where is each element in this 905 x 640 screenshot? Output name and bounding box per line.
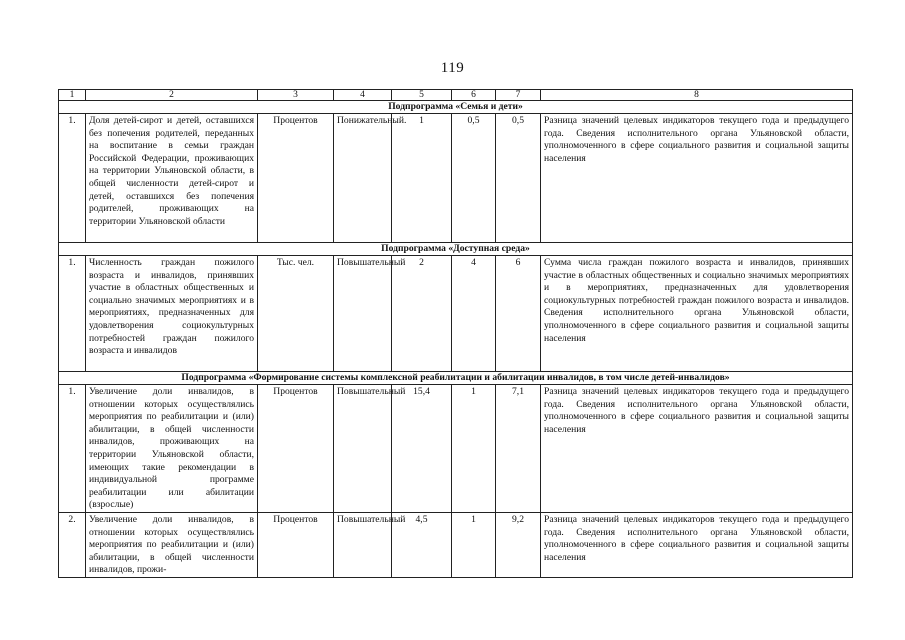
column-number-header [59, 90, 853, 101]
trend: Повышательный [334, 256, 392, 372]
header-cell: 4 [334, 90, 392, 101]
table-row [59, 114, 853, 243]
value-col5: 15,4 [392, 385, 452, 513]
indicator-name: Численность граждан пожилого возраста и инвалидов, принявших участие в областных общественных и социально значимых мероприятиях и в мероприятиях, предназначенных для удовлетворения социокультурных потребностей граждан пожилого возраста и инвалидов [86, 256, 258, 372]
value-col6: 0,5 [452, 114, 496, 243]
value-col7: 7,1 [496, 385, 541, 513]
trend: Повышательный [334, 385, 392, 513]
section-title: Подпрограмма «Доступная среда» [59, 243, 853, 256]
section-heading-row [59, 101, 853, 114]
table-row [59, 385, 853, 513]
header-cell: 6 [452, 90, 496, 101]
table-row [59, 512, 853, 577]
unit: Процентов [258, 385, 334, 513]
value-col6: 1 [452, 385, 496, 513]
page-number: 119 [440, 60, 465, 76]
value-col6: 4 [452, 256, 496, 372]
row-number: 1. [59, 114, 86, 243]
indicator-name: Доля детей-сирот и детей, оставшихся без попечения родителей, переданных на воспитание в семьи граждан Российской Федерации, проживающих на территории Ульяновской области, в общей численности детей-сирот и детей, оставшихся без попечения родителей, проживающих на территории Ульяновской области [86, 114, 258, 243]
indicators-table [58, 89, 853, 578]
unit: Процентов [258, 114, 334, 243]
calculation-method: Разница значений целевых индикаторов текущего года и предыдущего года. Сведения исполнительного органа Ульяновской области, уполномоченного в сфере социального развития и социальной защиты населения [541, 385, 853, 513]
row-number: 1. [59, 385, 86, 513]
value-col6: 1 [452, 512, 496, 577]
section-title: Подпрограмма «Семья и дети» [59, 101, 853, 114]
header-cell: 5 [392, 90, 452, 101]
calculation-method: Сумма числа граждан пожилого возраста и инвалидов, принявших участие в областных общественных и социально значимых мероприятиях и в мероприятиях, предназначенных для удовлетворения социокультурных потребностей граждан пожилого возраста и инвалидов. Сведения исполнительного органа Ульяновской области, уполномоченного в сфере социального развития и социальной защиты населения [541, 256, 853, 372]
value-col7: 6 [496, 256, 541, 372]
calculation-method: Разница значений целевых индикаторов текущего года и предыдущего года. Сведения исполнительного органа Ульяновской области, уполномоченного в сфере социального развития и социальной защиты населения [541, 512, 853, 577]
value-col5: 2 [392, 256, 452, 372]
section-heading-row [59, 372, 853, 385]
unit: Тыс. чел. [258, 256, 334, 372]
value-col7: 9,2 [496, 512, 541, 577]
indicator-name: Увеличение доли инвалидов, в отношении которых осуществлялись мероприятия по реабилитации и (или) абилитации, в общей численности инвалидов, прожи- [86, 512, 258, 577]
calculation-method: Разница значений целевых индикаторов текущего года и предыдущего года. Сведения исполнительного органа Ульяновской области, уполномоченного в сфере социального развития и социальной защиты населения [541, 114, 853, 243]
trend: Понижательный. [334, 114, 392, 243]
indicator-name: Увеличение доли инвалидов, в отношении которых осуществлялись мероприятия по реабилитации и (или) абилитации, в общей численности инвалидов, проживающих на территории Ульяновской области, имеющих такие рекомендации в индивидуальной программе реабилитации или абилитации (взрослые) [86, 385, 258, 513]
table-row [59, 256, 853, 372]
header-cell: 1 [59, 90, 86, 101]
value-col5: 1 [392, 114, 452, 243]
header-cell: 2 [86, 90, 258, 101]
header-cell: 3 [258, 90, 334, 101]
section-heading-row [59, 243, 853, 256]
section-title: Подпрограмма «Формирование системы комплексной реабилитации и абилитации инвалидов, в том числе детей-инвалидов» [59, 372, 853, 385]
unit: Процентов [258, 512, 334, 577]
trend: Повышательный [334, 512, 392, 577]
header-cell: 8 [541, 90, 853, 101]
row-number: 1. [59, 256, 86, 372]
value-col5: 4,5 [392, 512, 452, 577]
header-cell: 7 [496, 90, 541, 101]
value-col7: 0,5 [496, 114, 541, 243]
row-number: 2. [59, 512, 86, 577]
